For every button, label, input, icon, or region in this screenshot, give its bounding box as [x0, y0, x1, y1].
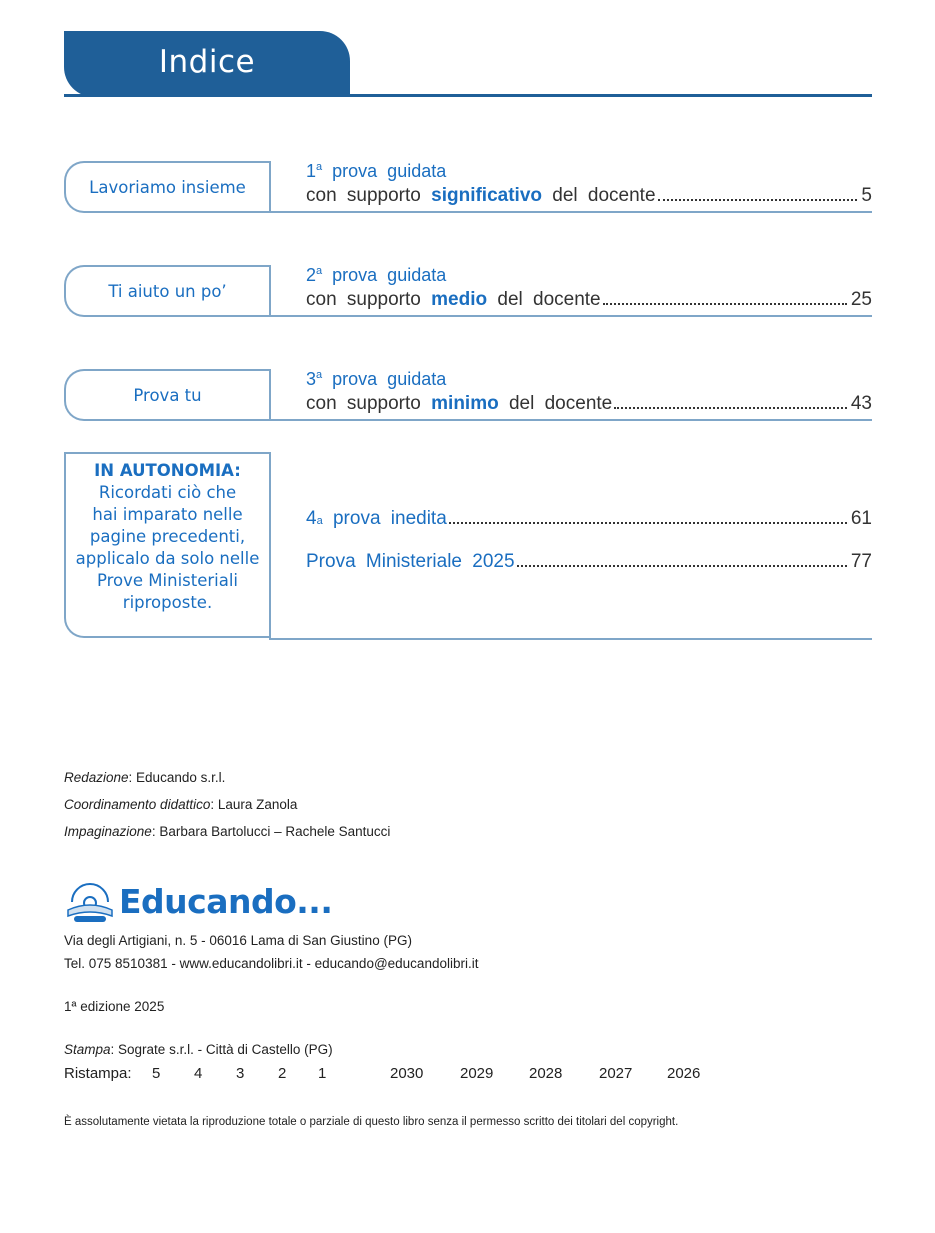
page-number: 77 [850, 551, 872, 572]
credit-impaginazione: Impaginazione: Barbara Bartolucci – Rachele Santucci [64, 824, 391, 839]
credit-coordinamento: Coordinamento didattico: Laura Zanola [64, 797, 298, 812]
ristampa-line: Ristampa: 5 4 3 2 1 2030 2029 2028 2027 2026 [64, 1065, 701, 1082]
toc-rule [269, 315, 872, 317]
header-tab [64, 31, 350, 97]
leader-dots [517, 565, 847, 567]
autonomia-line: Ricordati ciò che [98, 483, 237, 502]
toc-section-box [64, 161, 269, 213]
stampa-line: Stampa: Sograte s.r.l. - Città di Castello (PG) [64, 1042, 333, 1057]
page-number: 5 [861, 185, 872, 206]
support-level: significativo [431, 185, 542, 206]
toc-box-edge [269, 161, 271, 213]
page-number: 43 [850, 393, 872, 414]
copyright-notice: È assolutamente vietata la riproduzione totale o parziale di questo libro senza il permesso scritto dei titolari del copyright. [64, 1116, 679, 1128]
logo-text: Educando... [119, 882, 333, 921]
autonomia-box [64, 452, 269, 638]
autonomia-line: Prove Ministeriali [96, 571, 239, 590]
autonomia-line: riproposte. [122, 593, 213, 612]
leader-dots [614, 407, 847, 409]
support-level: medio [431, 289, 488, 310]
support-level: minimo [431, 393, 499, 414]
toc-entry-title: 2$^a$ prova guidata [306, 265, 447, 285]
toc-rule [269, 638, 872, 640]
toc-section-label: Prova tu [133, 386, 202, 405]
toc-entry-5[interactable]: Prova Ministeriale 2025 77 [306, 551, 872, 572]
toc-section-label: Ti aiuto un po’ [108, 282, 227, 301]
toc-entry-1[interactable] [64, 161, 872, 213]
toc-entry-line: con supporto significativo del docente 5 [306, 185, 872, 206]
toc-entry-line: con supporto medio del docente 25 [306, 289, 872, 310]
toc-rule [269, 419, 872, 421]
autonomia-line: applicalo da solo nelle [75, 549, 260, 568]
autonomia-line: pagine precedenti, [89, 527, 246, 546]
edition: 1ª edizione 2025 [64, 999, 165, 1014]
page-number: 25 [850, 289, 872, 310]
page-number: 61 [850, 508, 872, 529]
toc-entry-title: 3$^a$ prova guidata [306, 369, 447, 389]
toc-entry-title: 1$^a$ prova guidata [306, 161, 447, 181]
toc-rule [269, 211, 872, 213]
toc-entry-line: con supporto minimo del docente 43 [306, 393, 872, 414]
autonomia-line: hai imparato nelle [92, 505, 243, 524]
toc-section-box [64, 369, 269, 421]
toc-entry-2[interactable] [64, 265, 872, 317]
toc-box-edge [269, 452, 271, 640]
leader-dots [658, 199, 858, 201]
toc-autonomia [64, 452, 872, 640]
toc-box-edge [269, 265, 271, 317]
page-title: Indice [158, 44, 256, 80]
publisher-contacts: Tel. 075 8510381 - www.educandolibri.it - educando@educandolibri.it [64, 956, 479, 971]
publisher-logo [64, 880, 333, 924]
credit-redazione: Redazione: Educando s.r.l. [64, 770, 226, 785]
header-rule [64, 94, 872, 97]
publisher-address: Via degli Artigiani, n. 5 - 06016 Lama di San Giustino (PG) [64, 933, 412, 948]
autonomia-heading: IN AUTONOMIA: [94, 461, 241, 480]
toc-section-label: Lavoriamo insieme [89, 178, 246, 197]
educando-emblem-icon [64, 880, 116, 924]
leader-dots [449, 522, 847, 524]
leader-dots [603, 303, 847, 305]
toc-entry-3[interactable] [64, 369, 872, 421]
toc-entry-4[interactable]: 4 a prova inedita 61 [306, 508, 872, 529]
toc-box-edge [269, 369, 271, 421]
toc-section-box [64, 265, 269, 317]
